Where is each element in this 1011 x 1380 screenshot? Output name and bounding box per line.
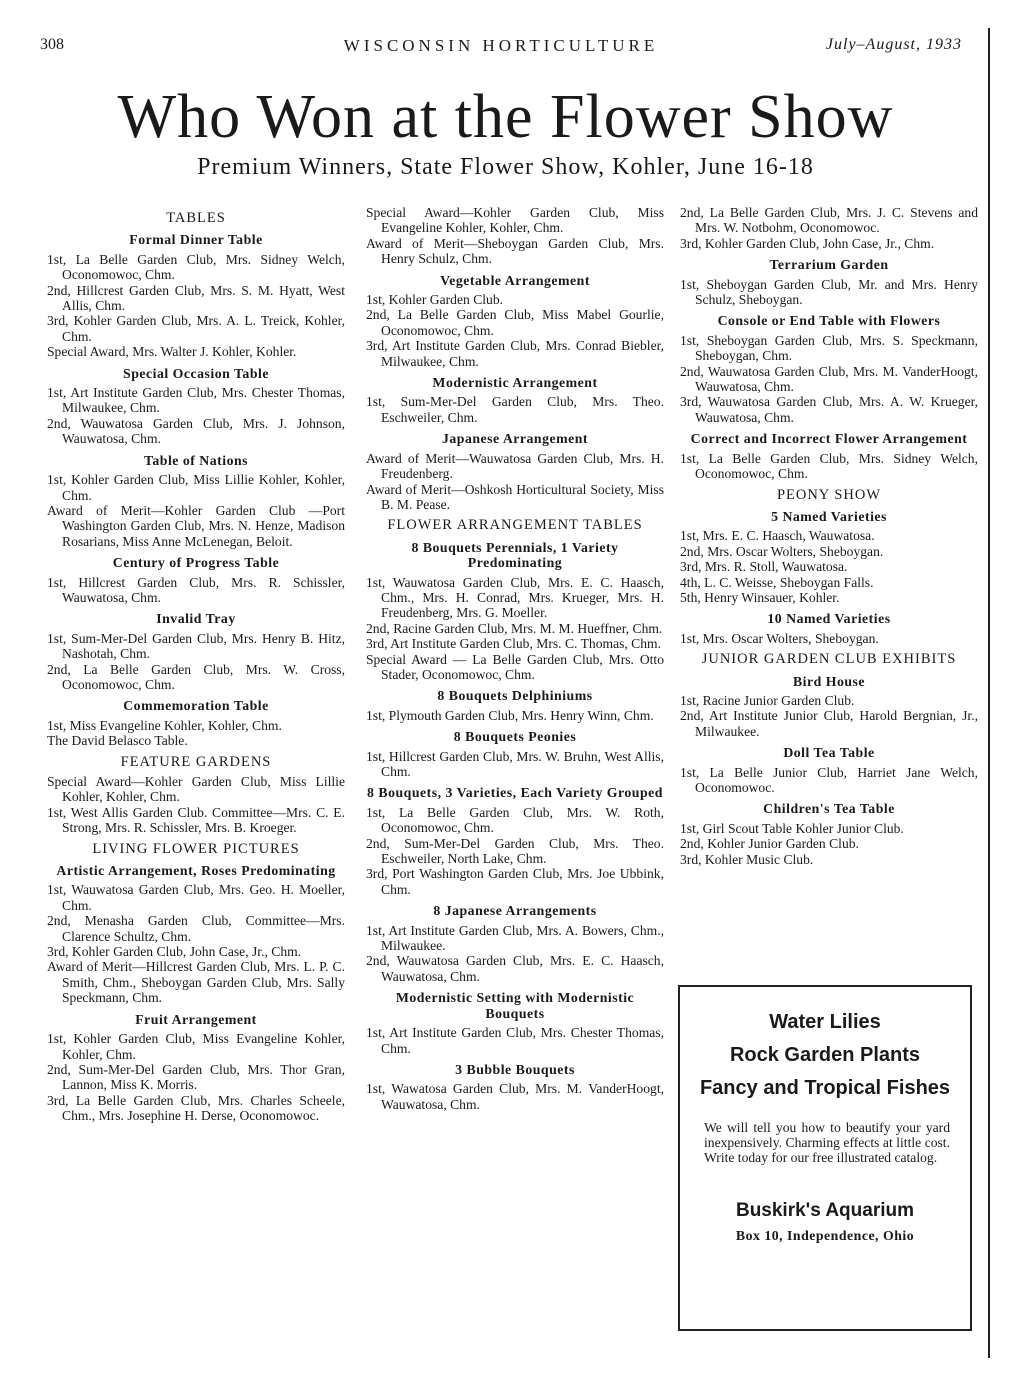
issue-date: July–August, 1933 (825, 36, 962, 53)
section-heading: FEATURE GARDENS (120, 753, 272, 770)
section-heading: LIVING FLOWER PICTURES (92, 840, 300, 857)
award-entry: Special Award, Mrs. Walter J. Kohler, Kohler. (47, 344, 297, 360)
article-title: Who Won at the Flower Show (117, 83, 894, 151)
award-entry: 1st, Sheboygan Garden Club, Mr. and Mrs. Henry Schulz, Sheboygan. (680, 276, 978, 308)
award-entry: 2nd, Mrs. Oscar Wolters, Sheboygan. (680, 543, 884, 559)
award-entry: 3rd, Kohler Garden Club, John Case, Jr., Chm. (47, 944, 302, 960)
award-entry: 2nd, Art Institute Junior Club, Harold Bergnian, Jr., Milwaukee. (680, 708, 978, 739)
award-entry: 3rd, Art Institute Garden Club, Mrs. C. Thomas, Chm. (366, 636, 662, 652)
award-entry: 2nd, Hillcrest Garden Club, Mrs. S. M. Hyatt, West Allis, Chm. (47, 282, 345, 314)
award-entry: 3rd, La Belle Garden Club, Mrs. Charles Scheele, Chm., Mrs. Josephine H. Derse, Oconomowoc. (47, 1092, 345, 1124)
award-entry: 1st, Wauwatosa Garden Club, Mrs. E. C. Haasch, Chm., Mrs. H. Conrad, Mrs. Krueger, Mrs. H. Freudenberg, Mrs. G. Moeller. (366, 574, 664, 621)
award-entry: Award of Merit—Wauwatosa Garden Club, Mrs. H. Freudenberg. (366, 450, 664, 482)
section-heading: TABLES (166, 210, 226, 226)
award-entry: Award of Merit—Kohler Garden Club —Port Washington Garden Club, Mrs. N. Henze, Madison Rosarians, Miss Anne McLenegan, Beloit. (47, 502, 345, 549)
award-entry: 1st, Kohler Garden Club, Miss Lillie Kohler, Kohler, Chm. (47, 472, 345, 503)
award-entry: 1st, Kohler Garden Club. (366, 292, 504, 308)
award-entry: 1st, Sum-Mer-Del Garden Club, Mrs. Theo. Eschweiler, Chm. (366, 394, 664, 425)
award-entry: 1st, Art Institute Garden Club, Mrs. Chester Thomas, Chm. (366, 1025, 664, 1056)
subsection-heading: Terrarium Garden (769, 257, 889, 273)
column-1 (47, 205, 345, 1124)
award-entry: 3rd, Kohler Music Club. (680, 851, 814, 867)
subsection-heading: Console or End Table with Flowers (717, 313, 941, 329)
subsection-heading: Modernistic Setting with Modernistic Bouquets (395, 990, 635, 1021)
award-entry: 2nd, Menasha Garden Club, Committee—Mrs. Clarence Schultz, Chm. (47, 913, 345, 944)
subsection-heading: 5 Named Varieties (771, 508, 887, 524)
ad-body-text: We will tell you how to beautify your yard inexpensively. Charming effects at little cost. Write today for our free illustrated catalog. (704, 1120, 950, 1166)
award-entry: 2nd, Racine Garden Club, Mrs. M. M. Hueffner, Chm. (366, 620, 663, 636)
subsection-heading: Artistic Arrangement, Roses Predominating (56, 863, 336, 879)
subsection-heading: Japanese Arrangement (441, 431, 589, 447)
subsection-heading: Children's Tea Table (763, 801, 895, 817)
subsection-heading: 8 Bouquets Delphiniums (437, 688, 593, 704)
ad-headline: Fancy and Tropical Fishes (699, 1077, 951, 1099)
subsection-heading: Invalid Tray (156, 611, 236, 627)
award-entry: 3rd, Wauwatosa Garden Club, Mrs. A. W. Krueger, Wauwatosa, Chm. (680, 394, 978, 425)
award-entry: 1st, Sheboygan Garden Club, Mrs. S. Speckmann, Sheboygan, Chm. (680, 332, 978, 364)
subsection-heading: Table of Nations (143, 452, 249, 468)
award-entry: 1st, La Belle Garden Club, Mrs. W. Roth, Oconomowoc, Chm. (366, 804, 664, 836)
subsection-heading: Special Occasion Table (123, 365, 269, 381)
award-entry: Special Award—Kohler Garden Club, Miss Lillie Kohler, Kohler, Chm. (47, 774, 345, 805)
award-entry: 2nd, Wauwatosa Garden Club, Mrs. M. VanderHoogt, Wauwatosa, Chm. (680, 363, 978, 395)
subsection-heading: 8 Bouquets Peonies (453, 729, 577, 745)
subsection-heading: Correct and Incorrect Flower Arrangement (690, 431, 968, 447)
award-entry: 1st, La Belle Garden Club, Mrs. Sidney Welch, Oconomowoc, Chm. (47, 251, 345, 283)
award-entry: 1st, West Allis Garden Club. Committee—Mrs. C. E. Strong, Mrs. R. Schissler, Mrs. B. Kroeger. (47, 804, 345, 836)
award-entry: 1st, Sum-Mer-Del Garden Club, Mrs. Henry B. Hitz, Nashotah, Chm. (47, 630, 345, 662)
award-entry: The David Belasco Table. (47, 733, 188, 749)
award-entry: 2nd, Kohler Junior Garden Club. (680, 836, 859, 852)
section-heading: PEONY SHOW (776, 486, 882, 503)
subsection-heading: Fruit Arrangement (135, 1011, 257, 1027)
award-entry: 1st, Plymouth Garden Club, Mrs. Henry Winn, Chm. (366, 707, 654, 723)
award-entry: 1st, La Belle Junior Club, Harriet Jane Welch, Oconomowoc. (680, 764, 978, 795)
subsection-heading: Commemoration Table (123, 698, 269, 714)
section-heading: JUNIOR GARDEN CLUB EXHIBITS (701, 651, 957, 668)
award-entry: 2nd, La Belle Garden Club, Mrs. W. Cross, Oconomowoc, Chm. (47, 661, 345, 692)
article-subtitle: Premium Winners, State Flower Show, Kohler, June 16-18 (197, 154, 814, 180)
subsection-heading: Doll Tea Table (783, 745, 875, 761)
ad-business-name: Buskirk's Aquarium (735, 1199, 915, 1221)
page-number: 308 (40, 36, 64, 53)
subsection-heading: Vegetable Arrangement (440, 272, 590, 288)
award-entry: 2nd, Sum-Mer-Del Garden Club, Mrs. Theo. Eschweiler, North Lake, Chm. (366, 835, 664, 867)
award-entry: 4th, L. C. Weisse, Sheboygan Falls. (680, 574, 874, 590)
award-entry: 2nd, La Belle Garden Club, Mrs. J. C. Stevens and Mrs. W. Notbohm, Oconomowoc. (680, 205, 978, 236)
award-entry: 3rd, Port Washington Garden Club, Mrs. Joe Ubbink, Chm. (366, 866, 664, 897)
award-entry: 2nd, Wauwatosa Garden Club, Mrs. E. C. Haasch, Wauwatosa, Chm. (366, 953, 664, 984)
award-entry: 1st, Hillcrest Garden Club, Mrs. W. Bruhn, West Allis, Chm. (366, 748, 664, 779)
award-entry: 3rd, Mrs. R. Stoll, Wauwatosa. (680, 559, 848, 575)
subsection-heading: 8 Bouquets Perennials, 1 Variety Predominating (411, 539, 619, 571)
award-entry: 1st, Racine Junior Garden Club. (680, 692, 855, 708)
award-entry: 1st, La Belle Garden Club, Mrs. Sidney Welch, Oconomowoc, Chm. (680, 450, 978, 482)
ad-headline: Rock Garden Plants (729, 1044, 921, 1066)
award-entry: 1st, Mrs. Oscar Wolters, Sheboygan. (680, 630, 879, 646)
award-entry: 3rd, Kohler Garden Club, John Case, Jr., Chm. (680, 235, 935, 251)
award-entry: 3rd, Kohler Garden Club, Mrs. A. L. Treick, Kohler, Chm. (47, 313, 345, 344)
award-entry: Award of Merit—Sheboygan Garden Club, Mrs. Henry Schulz, Chm. (366, 235, 664, 267)
column-3 (680, 205, 978, 867)
award-entry: 1st, Wawatosa Garden Club, Mrs. M. VanderHoogt, Wauwatosa, Chm. (366, 1081, 664, 1112)
award-entry: 2nd, Wauwatosa Garden Club, Mrs. J. Johnson, Wauwatosa, Chm. (47, 415, 345, 447)
running-header (40, 36, 962, 58)
journal-name: WISCONSIN HORTICULTURE (343, 36, 659, 55)
subsection-heading: 10 Named Varieties (767, 611, 891, 627)
award-entry: 1st, Girl Scout Table Kohler Junior Club. (680, 820, 904, 836)
ad-headline: Water Lilies (769, 1011, 881, 1033)
column-2 (366, 205, 664, 1112)
award-entry: Special Award — La Belle Garden Club, Mrs. Otto Stader, Oconomowoc, Chm. (366, 651, 664, 682)
subsection-heading: Bird House (792, 673, 866, 689)
award-entry: 1st, Hillcrest Garden Club, Mrs. R. Schissler, Wauwatosa, Chm. (47, 574, 345, 605)
award-entry: 2nd, La Belle Garden Club, Miss Mabel Gourlie, Oconomowoc, Chm. (366, 307, 664, 338)
award-entry: 1st, Art Institute Garden Club, Mrs. Chester Thomas, Milwaukee, Chm. (47, 385, 345, 416)
award-entry: 2nd, Sum-Mer-Del Garden Club, Mrs. Thor Gran, Lannon, Miss K. Morris. (47, 1061, 345, 1093)
award-entry: 1st, Kohler Garden Club, Miss Evangeline Kohler, Kohler, Chm. (47, 1031, 345, 1062)
award-entry: Award of Merit—Oshkosh Horticultural Society, Miss B. M. Pease. (366, 481, 664, 512)
award-entry: 1st, Wauwatosa Garden Club, Mrs. Geo. H. Moeller, Chm. (47, 882, 345, 913)
subsection-heading: Century of Progress Table (112, 555, 280, 571)
award-entry: Award of Merit—Hillcrest Garden Club, Mrs. L. P. C. Smith, Chm., Sheboygan Garden Club, Mrs. Sally Speckmann, Chm. (47, 959, 345, 1006)
subsection-heading: Formal Dinner Table (129, 232, 263, 248)
award-entry: Special Award—Kohler Garden Club, Miss Evangeline Kohler, Kohler, Chm. (366, 205, 664, 236)
award-entry: 5th, Henry Winsauer, Kohler. (680, 589, 840, 605)
award-entry: 1st, Mrs. E. C. Haasch, Wauwatosa. (680, 528, 875, 544)
subsection-heading: 8 Bouquets, 3 Varieties, Each Variety Grouped (367, 785, 663, 801)
subsection-heading: 3 Bubble Bouquets (455, 1061, 575, 1077)
page-edge-rule (988, 28, 990, 1358)
section-heading: FLOWER ARRANGEMENT TABLES (387, 517, 643, 534)
award-entry: 1st, Miss Evangeline Kohler, Kohler, Chm. (47, 717, 282, 733)
ad-address: Box 10, Independence, Ohio (735, 1227, 915, 1243)
award-entry: 3rd, Art Institute Garden Club, Mrs. Conrad Biebler, Milwaukee, Chm. (366, 338, 664, 369)
award-entry: 1st, Art Institute Garden Club, Mrs. A. Bowers, Chm., Milwaukee. (366, 922, 664, 954)
subsection-heading: 8 Japanese Arrangements (433, 903, 597, 919)
subsection-heading: Modernistic Arrangement (432, 375, 598, 391)
advertisement-box (678, 985, 972, 1331)
